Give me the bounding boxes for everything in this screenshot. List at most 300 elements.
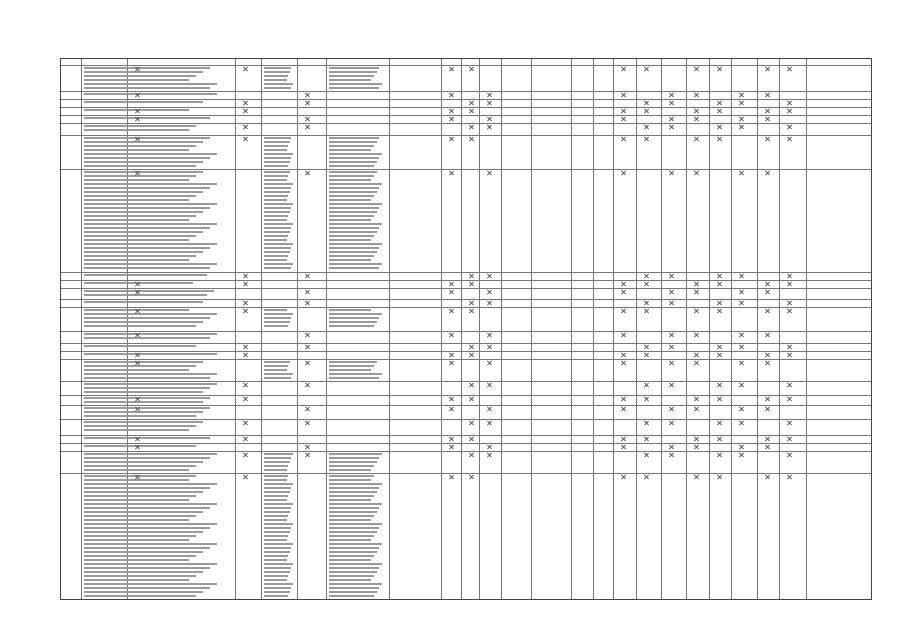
description-text — [84, 591, 203, 593]
x-mark — [449, 445, 453, 449]
description-text — [84, 157, 210, 159]
x-mark — [305, 445, 309, 449]
x-mark — [449, 437, 453, 441]
x-mark — [717, 274, 721, 278]
indicator-text — [264, 575, 288, 577]
description-text — [84, 475, 196, 477]
indicator-text — [264, 255, 288, 257]
indicator-text — [264, 231, 290, 233]
x-mark — [487, 361, 491, 365]
executor-text — [329, 465, 374, 467]
x-mark — [135, 171, 139, 175]
indicator-text — [264, 325, 288, 327]
description-text — [84, 137, 210, 139]
indicator-text — [264, 153, 293, 155]
x-mark — [694, 67, 698, 71]
x-mark — [694, 171, 698, 175]
x-mark — [694, 290, 698, 294]
x-mark — [621, 437, 625, 441]
description-text — [84, 401, 203, 403]
x-mark — [739, 93, 743, 97]
indicator-text — [264, 183, 293, 185]
x-mark — [739, 445, 743, 449]
row-divider — [61, 331, 871, 332]
description-text — [84, 183, 217, 185]
executor-text — [329, 235, 374, 237]
indicator-text — [264, 547, 291, 549]
executor-text — [329, 365, 374, 367]
x-mark — [305, 93, 309, 97]
executor-text — [329, 571, 377, 573]
description-text — [84, 67, 210, 69]
description-text — [84, 317, 210, 319]
indicator-text — [264, 267, 291, 269]
x-mark — [621, 290, 625, 294]
indicator-text — [264, 239, 287, 241]
description-text — [84, 239, 189, 241]
column-divider — [235, 59, 236, 599]
column-divider — [127, 59, 128, 599]
indicator-text — [264, 321, 290, 323]
x-mark — [621, 475, 625, 479]
x-mark — [469, 453, 473, 457]
x-mark — [669, 345, 673, 349]
x-mark — [305, 383, 309, 387]
description-text — [84, 421, 203, 423]
x-mark — [739, 333, 743, 337]
executor-text — [329, 255, 374, 257]
executor-text — [329, 199, 371, 201]
indicator-text — [264, 511, 290, 513]
executor-text — [329, 75, 374, 77]
row-divider — [61, 107, 871, 108]
executor-text — [329, 171, 377, 173]
executor-text — [329, 227, 379, 229]
indicator-text — [264, 137, 291, 139]
description-text — [84, 535, 196, 537]
executor-text — [329, 519, 371, 521]
x-mark — [765, 475, 769, 479]
x-mark — [717, 67, 721, 71]
description-text — [84, 219, 189, 221]
executor-text — [329, 579, 371, 581]
description-text — [84, 583, 217, 585]
column-divider — [613, 59, 614, 599]
indicator-text — [264, 243, 293, 245]
x-mark — [469, 274, 473, 278]
executor-text — [329, 317, 379, 319]
row-divider — [61, 419, 871, 420]
executor-text — [329, 483, 382, 485]
x-mark — [694, 117, 698, 121]
x-mark — [644, 282, 648, 286]
description-text — [84, 187, 210, 189]
x-mark — [305, 171, 309, 175]
description-text — [84, 247, 210, 249]
x-mark — [644, 137, 648, 141]
executor-text — [329, 243, 382, 245]
x-mark — [669, 101, 673, 105]
description-text — [84, 479, 189, 481]
column-divider — [326, 59, 327, 599]
x-mark — [787, 353, 791, 357]
x-mark — [765, 397, 769, 401]
executor-text — [329, 475, 374, 477]
x-mark — [717, 125, 721, 129]
x-mark — [644, 345, 648, 349]
x-mark — [305, 333, 309, 337]
description-text — [84, 369, 189, 371]
x-mark — [487, 274, 491, 278]
indicator-text — [264, 203, 293, 205]
column-divider — [389, 59, 390, 599]
x-mark — [717, 137, 721, 141]
column-divider — [461, 59, 462, 599]
description-text — [84, 365, 196, 367]
row-divider — [61, 343, 871, 344]
x-mark — [305, 125, 309, 129]
x-mark — [765, 93, 769, 97]
x-mark — [469, 475, 473, 479]
executor-text — [329, 259, 371, 261]
executor-text — [329, 153, 382, 155]
indicator-text — [264, 475, 288, 477]
description-text — [84, 543, 217, 545]
row-divider — [61, 405, 871, 406]
description-text — [84, 83, 217, 85]
x-mark — [787, 475, 791, 479]
indicator-text — [264, 227, 291, 229]
executor-text — [329, 515, 374, 517]
x-mark — [694, 407, 698, 411]
x-mark — [487, 407, 491, 411]
x-mark — [739, 453, 743, 457]
executor-text — [329, 187, 379, 189]
x-mark — [621, 93, 625, 97]
executor-text — [329, 175, 374, 177]
row-divider — [61, 443, 871, 444]
indicator-text — [264, 499, 287, 501]
executor-text — [329, 211, 377, 213]
x-mark — [669, 290, 673, 294]
description-text — [84, 507, 210, 509]
indicator-text — [264, 539, 287, 541]
row-divider — [61, 169, 871, 170]
description-text — [84, 165, 196, 167]
x-mark — [243, 421, 247, 425]
indicator-text — [264, 567, 291, 569]
description-text — [84, 429, 189, 431]
x-mark — [487, 421, 491, 425]
description-text — [84, 491, 203, 493]
description-text — [84, 71, 203, 73]
indicator-text — [264, 165, 288, 167]
indicator-text — [264, 527, 291, 529]
indicator-text — [264, 67, 291, 69]
executor-text — [329, 137, 379, 139]
x-mark — [487, 301, 491, 305]
description-text — [84, 301, 203, 303]
row-divider — [61, 351, 871, 352]
indicator-text — [264, 361, 290, 363]
x-mark — [487, 101, 491, 105]
indicator-text — [264, 71, 290, 73]
x-mark — [305, 421, 309, 425]
x-mark — [787, 125, 791, 129]
x-mark — [621, 333, 625, 337]
x-mark — [694, 475, 698, 479]
description-text — [84, 453, 217, 455]
description-text — [84, 211, 203, 213]
x-mark — [669, 361, 673, 365]
x-mark — [717, 345, 721, 349]
x-mark — [469, 67, 473, 71]
column-divider — [686, 59, 687, 599]
x-mark — [739, 345, 743, 349]
description-text — [84, 391, 203, 393]
indicator-text — [264, 479, 287, 481]
x-mark — [305, 361, 309, 365]
x-mark — [469, 383, 473, 387]
indicator-text — [264, 187, 291, 189]
x-mark — [694, 282, 698, 286]
executor-text — [329, 479, 371, 481]
indicator-text — [264, 157, 291, 159]
executor-text — [329, 79, 371, 81]
indicator-text — [264, 223, 293, 225]
x-mark — [487, 125, 491, 129]
indicator-text — [264, 175, 288, 177]
executor-text — [329, 511, 377, 513]
x-mark — [644, 383, 648, 387]
data-table — [60, 58, 872, 600]
executor-text — [329, 361, 377, 363]
x-mark — [717, 397, 721, 401]
indicator-text — [264, 145, 288, 147]
x-mark — [717, 301, 721, 305]
indicator-text — [264, 591, 290, 593]
x-mark — [135, 445, 139, 449]
description-text — [84, 519, 189, 521]
x-mark — [765, 309, 769, 313]
x-mark — [469, 353, 473, 357]
indicator-text — [264, 259, 287, 261]
x-mark — [765, 290, 769, 294]
description-text — [84, 267, 210, 269]
indicator-text — [264, 87, 291, 89]
x-mark — [717, 309, 721, 313]
x-mark — [787, 437, 791, 441]
x-mark — [669, 301, 673, 305]
description-text — [84, 531, 203, 533]
x-mark — [765, 437, 769, 441]
executor-text — [329, 141, 377, 143]
x-mark — [717, 101, 721, 105]
x-mark — [694, 137, 698, 141]
executor-text — [329, 71, 377, 73]
x-mark — [694, 333, 698, 337]
x-mark — [487, 345, 491, 349]
x-mark — [449, 171, 453, 175]
x-mark — [765, 333, 769, 337]
description-text — [84, 387, 210, 389]
x-mark — [621, 109, 625, 113]
indicator-text — [264, 519, 287, 521]
executor-text — [329, 591, 377, 593]
description-text — [84, 153, 217, 155]
description-text — [84, 207, 210, 209]
row-divider — [61, 395, 871, 396]
description-text — [84, 559, 189, 561]
row-divider — [61, 381, 871, 382]
x-mark — [787, 67, 791, 71]
executor-text — [329, 87, 379, 89]
x-mark — [449, 397, 453, 401]
x-mark — [644, 109, 648, 113]
x-mark — [669, 421, 673, 425]
executor-text — [329, 149, 371, 151]
x-mark — [487, 333, 491, 337]
x-mark — [449, 290, 453, 294]
x-mark — [469, 309, 473, 313]
executor-text — [329, 547, 379, 549]
indicator-text — [264, 487, 291, 489]
x-mark — [487, 93, 491, 97]
x-mark — [644, 67, 648, 71]
description-text — [84, 259, 189, 261]
x-mark — [669, 407, 673, 411]
description-text — [84, 263, 217, 265]
executor-text — [329, 535, 374, 537]
x-mark — [765, 282, 769, 286]
x-mark — [469, 397, 473, 401]
x-mark — [621, 117, 625, 121]
x-mark — [644, 453, 648, 457]
indicator-text — [264, 195, 288, 197]
column-divider — [806, 59, 807, 599]
x-mark — [717, 421, 721, 425]
description-text — [84, 125, 196, 127]
description-text — [84, 571, 203, 573]
x-mark — [305, 101, 309, 105]
description-text — [84, 595, 196, 597]
x-mark — [765, 67, 769, 71]
description-text — [84, 227, 210, 229]
indicator-text — [264, 523, 293, 525]
x-mark — [694, 361, 698, 365]
row-divider — [61, 280, 871, 281]
description-text — [84, 93, 217, 95]
description-text — [84, 377, 210, 379]
row-divider — [61, 135, 871, 136]
row-divider — [61, 359, 871, 360]
description-text — [84, 243, 217, 245]
x-mark — [787, 301, 791, 305]
executor-text — [329, 539, 371, 541]
row-divider — [61, 272, 871, 273]
x-mark — [243, 125, 247, 129]
indicator-text — [264, 365, 288, 367]
indicator-text — [264, 199, 287, 201]
executor-text — [329, 223, 382, 225]
x-mark — [243, 453, 247, 457]
x-mark — [669, 93, 673, 97]
x-mark — [469, 437, 473, 441]
x-mark — [469, 125, 473, 129]
column-divider — [479, 59, 480, 599]
x-mark — [787, 421, 791, 425]
indicator-text — [264, 263, 293, 265]
x-mark — [621, 309, 625, 313]
x-mark — [469, 421, 473, 425]
executor-text — [329, 207, 379, 209]
description-text — [84, 373, 217, 375]
x-mark — [135, 475, 139, 479]
indicator-text — [264, 555, 288, 557]
description-text — [84, 469, 189, 471]
executor-text — [329, 461, 377, 463]
x-mark — [739, 274, 743, 278]
description-text — [84, 145, 196, 147]
x-mark — [765, 171, 769, 175]
description-text — [84, 587, 210, 589]
indicator-text — [264, 171, 290, 173]
description-text — [84, 179, 189, 181]
x-mark — [487, 445, 491, 449]
x-mark — [243, 101, 247, 105]
x-mark — [487, 171, 491, 175]
executor-text — [329, 507, 379, 509]
indicator-text — [264, 571, 290, 573]
executor-text — [329, 325, 374, 327]
x-mark — [243, 67, 247, 71]
executor-text — [329, 251, 377, 253]
description-text — [84, 235, 196, 237]
executor-text — [329, 575, 374, 577]
indicator-text — [264, 495, 288, 497]
x-mark — [717, 475, 721, 479]
x-mark — [243, 274, 247, 278]
x-mark — [305, 117, 309, 121]
row-divider — [61, 115, 871, 116]
x-mark — [739, 407, 743, 411]
description-text — [84, 215, 196, 217]
x-mark — [449, 109, 453, 113]
column-divider — [731, 59, 732, 599]
description-text — [84, 117, 210, 119]
description-text — [84, 345, 196, 347]
x-mark — [135, 407, 139, 411]
executor-text — [329, 321, 377, 323]
x-mark — [243, 383, 247, 387]
x-mark — [739, 117, 743, 121]
x-mark — [669, 171, 673, 175]
x-mark — [694, 109, 698, 113]
description-text — [84, 223, 217, 225]
x-mark — [243, 345, 247, 349]
x-mark — [669, 333, 673, 337]
x-mark — [621, 282, 625, 286]
executor-text — [329, 267, 379, 269]
x-mark — [669, 445, 673, 449]
x-mark — [765, 353, 769, 357]
indicator-text — [264, 235, 288, 237]
description-text — [84, 567, 210, 569]
x-mark — [694, 353, 698, 357]
row-divider — [61, 288, 871, 289]
x-mark — [469, 137, 473, 141]
x-mark — [739, 125, 743, 129]
